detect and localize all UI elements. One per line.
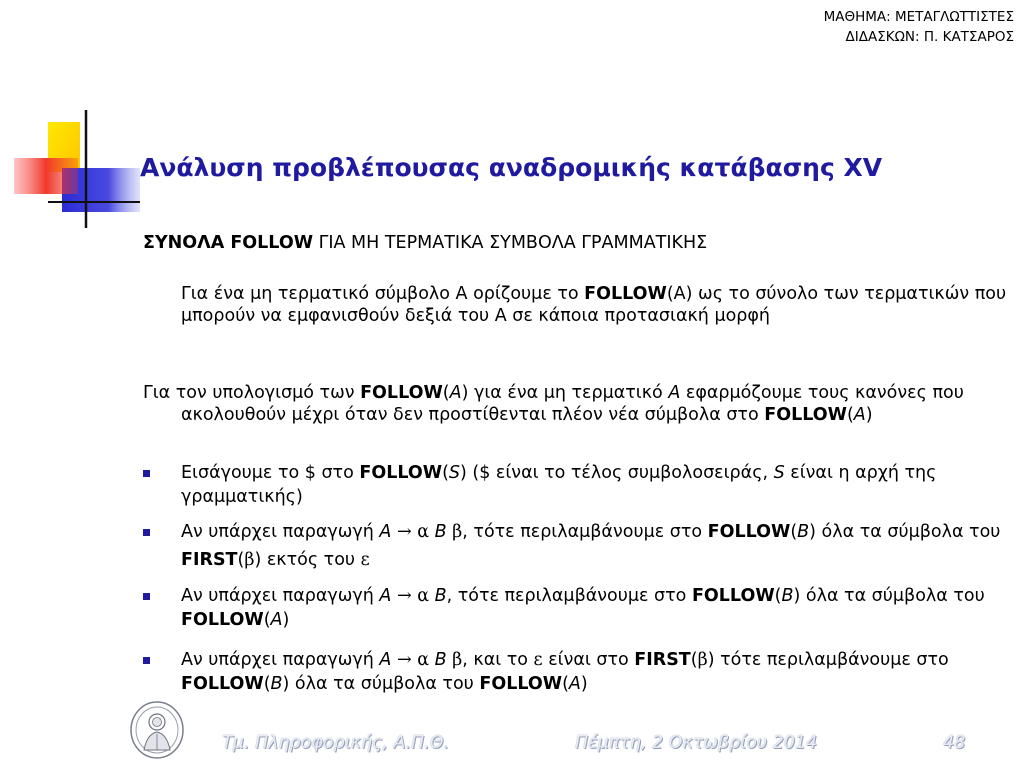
computation-paragraph: Για τον υπολογισμό των FOLLOW(A) για ένα μη τερματικό A εφαρμόζουμε τους κανόνες που ακολουθούν μέχρι όταν δεν προστίθενται πλέον νέα σύμβολα στο FOLLOW(A) xyxy=(143,383,964,425)
follow-keyword: FOLLOW xyxy=(181,674,264,694)
red-block xyxy=(14,158,78,194)
follow-keyword: FOLLOW xyxy=(691,586,775,606)
bullet-square-icon xyxy=(143,529,150,536)
footer-date: Πέμπτη, 2 Οκτωβρίου 2014 xyxy=(575,733,818,753)
section-heading-bold: ΣΥΝΟΛΑ FOLLOW xyxy=(143,233,314,253)
bullet-square-icon xyxy=(143,657,150,664)
first-keyword: FIRST xyxy=(181,550,238,570)
follow-keyword: FOLLOW xyxy=(479,674,563,694)
footer-page-number: 48 xyxy=(943,733,966,753)
list-item: Αν υπάρχει παραγωγή A → α B, τότε περιλαμβάνουμε στο FOLLOW(B) όλα τα σύμβολα του FOLLOW(A) xyxy=(143,584,1013,634)
list-item: Αν υπάρχει παραγωγή A → α B β, και το ε είναι στο FIRST(β) τότε περιλαμβάνουμε στο FOLLOW(B) όλα τα σύμβολα του FOLLOW(A) xyxy=(143,648,1013,698)
decorative-blocks-graphic xyxy=(0,100,140,230)
university-seal-logo xyxy=(129,700,185,760)
course-label: ΜΑΘΗΜΑ: ΜΕΤΑΓΛΩΤΤΙΣΤΕΣ xyxy=(823,9,1014,25)
list-item: Αν υπάρχει παραγωγή A → α B β, τότε περιλαμβάνουμε στο FOLLOW(B) όλα τα σύμβολα του FIRST(β) εκτός του ε xyxy=(143,518,1013,570)
follow-keyword: FOLLOW xyxy=(584,284,667,304)
list-item: Εισάγουμε το $ στο FOLLOW(S) ($ είναι το τέλος συμβολοσειράς, S είναι η αρχή της γραμματικής) xyxy=(143,461,1013,511)
footer-department: Τμ. Πληροφορικής, Α.Π.Θ. xyxy=(222,733,450,753)
definition-paragraph: Για ένα μη τερματικό σύμβολο A ορίζουμε το FOLLOW(A) ως το σύνολο των τερματικών που μπορούν να εμφανισθούν δεξιά του A σε κάποια προτασιακή μορφή xyxy=(181,284,1007,326)
slide-title: Ανάλυση προβλέπουσας αναδρομικής κατάβασης XV xyxy=(140,153,883,182)
follow-keyword: FOLLOW xyxy=(764,405,847,425)
section-heading-rest: ΓΙΑ ΜΗ ΤΕΡΜΑΤΙΚΑ ΣΥΜΒΟΛΑ ΓΡΑΜΜΑΤΙΚΗΣ xyxy=(313,233,708,253)
follow-keyword: FOLLOW xyxy=(707,522,791,542)
follow-keyword: FOLLOW xyxy=(359,463,443,483)
instructor-label: ΔΙΔΑΣΚΩΝ: Π. ΚΑΤΣΑΡΟΣ xyxy=(845,29,1014,45)
slide-header xyxy=(824,7,1014,47)
follow-keyword: FOLLOW xyxy=(360,383,443,403)
first-keyword: FIRST xyxy=(634,650,691,670)
bullet-square-icon xyxy=(143,593,150,600)
bullet-square-icon xyxy=(143,470,150,477)
section-heading xyxy=(143,232,1013,254)
follow-keyword: FOLLOW xyxy=(181,610,264,630)
